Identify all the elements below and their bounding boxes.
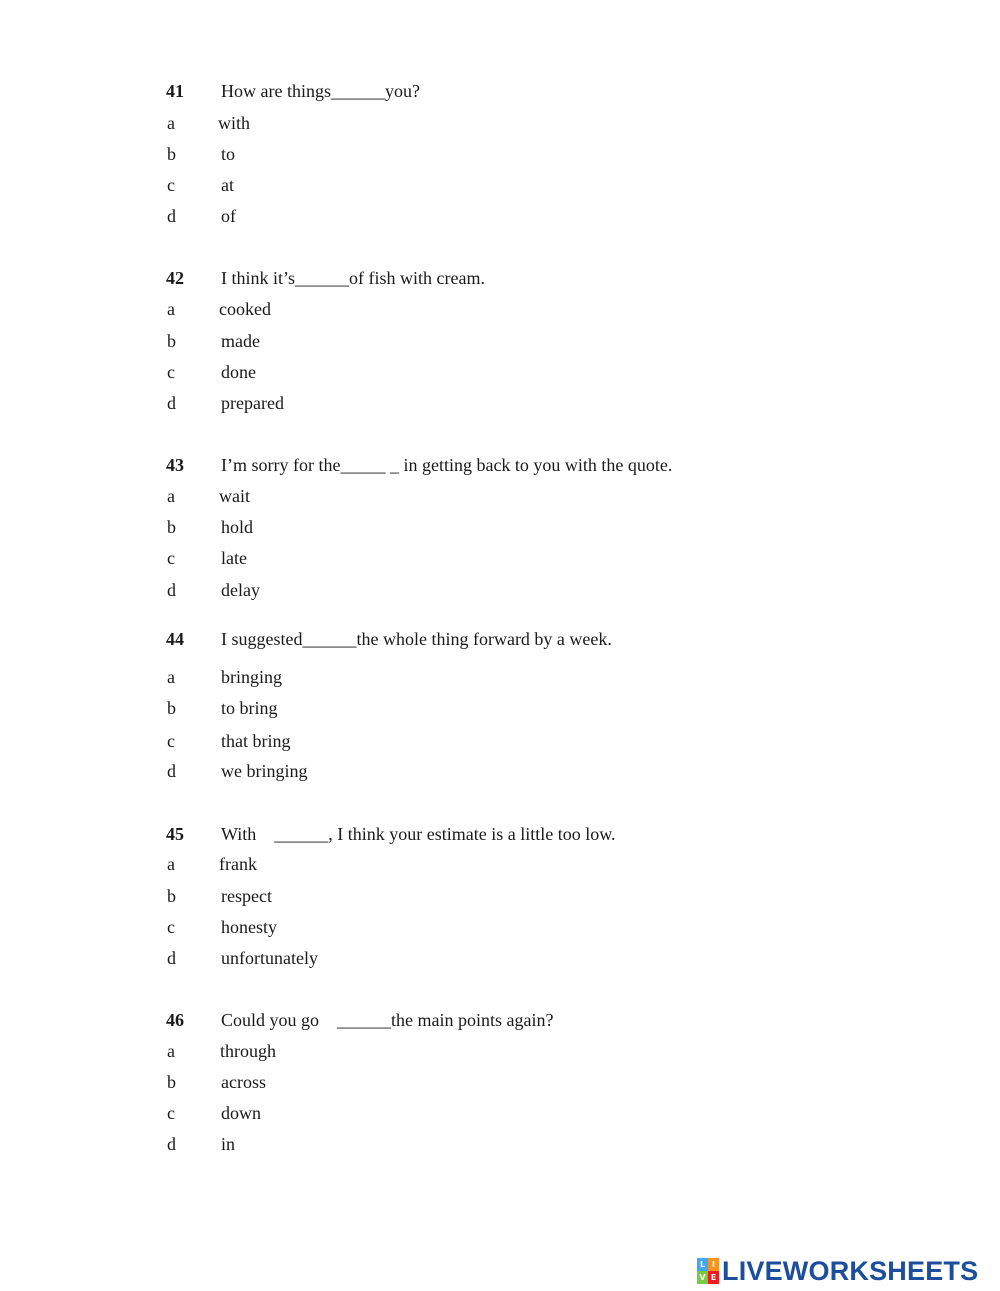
option-text[interactable]: in xyxy=(221,1134,236,1154)
option-text[interactable]: respect xyxy=(221,886,272,906)
option-letter: d xyxy=(167,948,176,968)
question-stem[interactable]: I think it’s______of fish with cream. xyxy=(221,268,485,288)
option-letter: a xyxy=(167,113,175,133)
option-text[interactable]: made xyxy=(221,331,260,351)
option-text[interactable]: honesty xyxy=(221,917,277,937)
option-text[interactable]: prepared xyxy=(221,393,284,413)
option-text[interactable]: to xyxy=(221,144,236,164)
option-letter: a xyxy=(167,854,175,874)
option-text[interactable]: unfortunately xyxy=(221,948,318,968)
question-number: 41 xyxy=(166,81,184,101)
liveworksheets-logo xyxy=(697,1254,978,1288)
option-letter: d xyxy=(167,1134,176,1154)
option-letter: d xyxy=(167,761,176,781)
option-letter: c xyxy=(167,548,175,568)
question-stem[interactable]: With ______, I think your estimate is a little too low. xyxy=(221,824,616,844)
option-text[interactable]: through xyxy=(220,1041,276,1061)
option-text[interactable]: that bring xyxy=(221,731,291,751)
option-text[interactable]: with xyxy=(218,113,251,133)
option-letter: a xyxy=(167,486,175,506)
option-letter: a xyxy=(167,667,175,687)
option-text[interactable]: late xyxy=(221,548,247,568)
option-letter: b xyxy=(167,517,176,537)
question-number: 46 xyxy=(166,1010,184,1030)
question-stem[interactable]: Could you go ______the main points again? xyxy=(221,1010,554,1030)
option-letter: b xyxy=(167,331,176,351)
option-text[interactable]: of xyxy=(221,206,236,226)
option-text[interactable]: hold xyxy=(221,517,254,537)
option-letter: b xyxy=(167,144,176,164)
option-letter: b xyxy=(167,886,176,906)
option-text[interactable]: down xyxy=(221,1103,261,1123)
option-text[interactable]: frank xyxy=(219,854,257,874)
logo-text: LIVEWORKSHEETS xyxy=(722,1255,979,1286)
question-stem[interactable]: I suggested______the whole thing forward by a week. xyxy=(221,629,612,649)
option-text[interactable]: cooked xyxy=(219,299,271,319)
option-text[interactable]: wait xyxy=(219,486,250,506)
option-text[interactable]: done xyxy=(221,362,256,382)
option-letter: b xyxy=(167,1072,176,1092)
option-text[interactable]: across xyxy=(221,1072,266,1092)
option-letter: d xyxy=(167,393,176,413)
option-letter: a xyxy=(167,299,175,319)
question-number: 42 xyxy=(166,268,184,288)
option-text[interactable]: delay xyxy=(221,580,260,600)
question-number: 44 xyxy=(166,629,184,649)
option-letter: c xyxy=(167,1103,175,1123)
liveworksheets-logo-icon: L I V E xyxy=(697,1258,719,1284)
option-letter: c xyxy=(167,917,175,937)
option-letter: c xyxy=(167,362,175,382)
question-number: 43 xyxy=(166,455,184,475)
option-text[interactable]: we bringing xyxy=(221,761,308,781)
option-letter: b xyxy=(167,698,176,718)
option-text[interactable]: at xyxy=(221,175,234,195)
option-letter: c xyxy=(167,175,175,195)
option-letter: d xyxy=(167,206,176,226)
option-letter: c xyxy=(167,731,175,751)
option-letter: d xyxy=(167,580,176,600)
question-number: 45 xyxy=(166,824,184,844)
option-text[interactable]: to bring xyxy=(221,698,278,718)
option-letter: a xyxy=(167,1041,175,1061)
question-stem[interactable]: How are things______you? xyxy=(221,81,420,101)
question-stem[interactable]: I’m sorry for the_____ _ in getting back to you with the quote. xyxy=(221,455,673,475)
option-text[interactable]: bringing xyxy=(221,667,282,687)
